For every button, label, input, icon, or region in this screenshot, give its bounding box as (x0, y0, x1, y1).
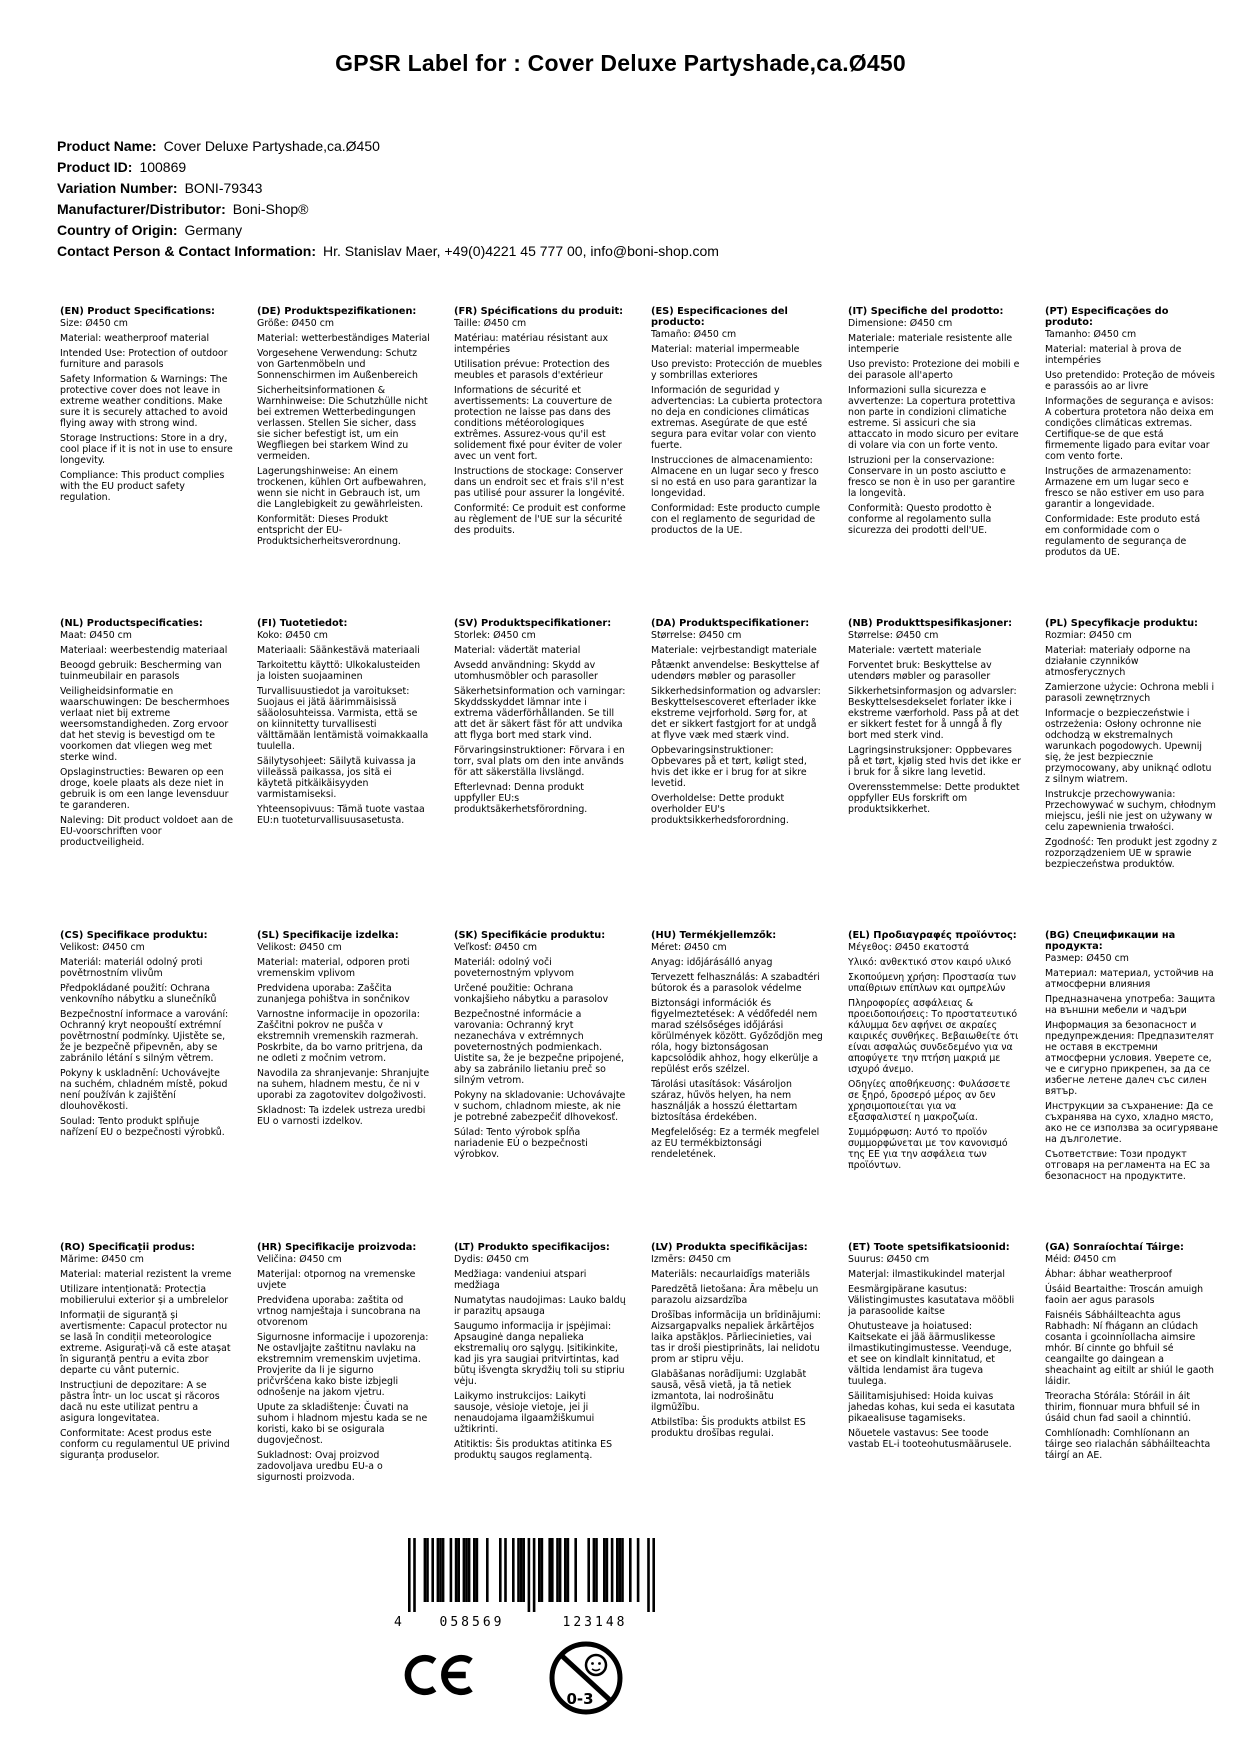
spec-paragraph: Predvidena uporaba: Zaščita zunanjega pohištva in sončnikov (257, 983, 410, 1005)
spec-paragraph: Υλικό: ανθεκτικό στον καιρό υλικό (848, 957, 1012, 968)
lang-block-heading: (HR) Specifikacije proizvoda: (257, 1242, 417, 1253)
lang-block-heading: (FR) Spécifications du produit: (454, 306, 624, 317)
spec-paragraph: Konformität: Dieses Produkt entspricht der EU-Produktsicherheitsverordnung. (257, 514, 401, 547)
spec-paragraph: Veiligheidsinformatie en waarschuwingen: De beschermhoes verlaat niet bij extreme weersomstandigheden. Zorg ervoor dat het stevig is bevestigd om te voorkomen dat vliegen weg met sterke wind. (60, 686, 230, 763)
product-info (57, 136, 719, 262)
spec-paragraph: Materjal: ilmastikukindel materjal (848, 1269, 1005, 1280)
lang-block-heading: (IT) Specifiche del prodotto: (848, 306, 1004, 317)
lang-block-en (60, 306, 233, 618)
spec-paragraph: Materiāls: necaurlaidīgs materiāls (651, 1269, 810, 1280)
spec-paragraph: Size: Ø450 cm (60, 318, 128, 329)
spec-paragraph: Atitiktis: Šis produktas atitinka ES produktų saugos reglamentą. (454, 1439, 613, 1461)
spec-paragraph: Tamanho: Ø450 cm (1045, 329, 1137, 340)
barcode-group2: 123148 (562, 1615, 628, 1630)
product-info-label: Product Name: (57, 138, 157, 154)
lang-block-nb (848, 618, 1021, 930)
product-info-row (57, 136, 719, 157)
spec-paragraph: Storlek: Ø450 cm (454, 630, 536, 641)
spec-paragraph: Soulad: Tento produkt splňuje nařízení EU o bezpečnosti výrobků. (60, 1116, 225, 1138)
product-info-value: Boni-Shop® (232, 201, 309, 217)
spec-paragraph: Предназначена употреба: Защита на външни мебели и чадъри (1045, 994, 1216, 1016)
spec-paragraph: Informazioni sulla sicurezza e avvertenze: La copertura protettiva non parte in condizioni climatiche estreme. Si assicuri che sia attaccato in modo sicuro per evitare di volare via con un forte vento. (848, 385, 1019, 451)
spec-paragraph: Mărime: Ø450 cm (60, 1254, 144, 1265)
product-info-row (57, 157, 719, 178)
spec-paragraph: Vorgesehene Verwendung: Schutz von Gartenmöbeln und Sonnenschirmen im Außenbereich (257, 348, 418, 381)
ean13-barcode (392, 1538, 670, 1634)
spec-paragraph: Safety Information & Warnings: The protective cover does not leave in extreme weather conditions. Make sure it is securely attached to avoid flying away with strong wind. (60, 374, 228, 429)
spec-paragraph: Súlad: Tento výrobok spĺňa nariadenie EÚ o bezpečnosti výrobkov. (454, 1127, 588, 1160)
lang-block-heading: (HU) Termékjellemzők: (651, 930, 777, 941)
spec-paragraph: Utilisation prévue: Protection des meubles et parasols d'extérieur (454, 359, 610, 381)
spec-paragraph: Conformité: Ce produit est conforme au règlement de l'UE sur la sécurité des produits. (454, 503, 626, 536)
spec-paragraph: Storage Instructions: Store in a dry, cool place if it is not in use to ensure longevity. (60, 433, 233, 466)
spec-paragraph: Paredzētā lietošana: Āra mēbeļu un parazolu aizsardzība (651, 1284, 819, 1306)
lang-block-de (257, 306, 430, 618)
spec-paragraph: Größe: Ø450 cm (257, 318, 335, 329)
product-info-value: Germany (184, 222, 243, 238)
spec-paragraph: Taille: Ø450 cm (454, 318, 527, 329)
spec-paragraph: Medžiaga: vandeniui atspari medžiaga (454, 1269, 587, 1291)
spec-paragraph: Lagringsinstruksjoner: Oppbevares på et tørt, kjølig sted hvis det ikke er i bruk for å sikre lang levetid. (848, 745, 1021, 778)
age-warning-label: 0-3 (566, 1690, 594, 1708)
spec-paragraph: Materiale: vejrbestandigt materiale (651, 645, 817, 656)
spec-paragraph: Určené použitie: Ochrana vonkajšieho nábytku a parasolov (454, 983, 609, 1005)
spec-paragraph: Faisnéis Sábháilteachta agus Rabhadh: Ní fhágann an clúdach cosanta i gcoinníollacha aimsire mhór. Bí cinnte go bhfuil sé ceangailte go daingean a sheachaint ag eitilt ar shiúl le gaoth láidir. (1045, 1310, 1214, 1387)
spec-paragraph: Rozmiar: Ø450 cm (1045, 630, 1132, 641)
spec-paragraph: Nõuetele vastavus: See toode vastab EL-i tooteohutusmäärusele. (848, 1428, 1012, 1450)
barcode-group1: 058569 (439, 1615, 505, 1630)
lang-block-hu (651, 930, 824, 1242)
spec-paragraph: Conformidad: Este producto cumple con el reglamento de seguridad de productos de la UE. (651, 503, 821, 536)
spec-paragraph: Anyag: időjárásálló anyag (651, 957, 773, 968)
spec-paragraph: Sukladnost: Ovaj proizvod zadovoljava uredbu EU-a o sigurnosti proizvoda. (257, 1450, 383, 1483)
spec-paragraph: Materiaal: weerbestendig materiaal (60, 645, 228, 656)
spec-paragraph: Informações de segurança e avisos: A cobertura protetora não deixa em condições climáticas extremas. Certifique-se de que está firmemente ligado para evitar voar com vento forte. (1045, 396, 1214, 462)
spec-paragraph: Předpokládané použití: Ochrana venkovního nábytku a slunečníků (60, 983, 217, 1005)
spec-paragraph: Material: weatherproof material (60, 333, 210, 344)
spec-paragraph: Sikkerhedsinformation og advarsler: Beskyttelsescoveret efterlader ikke ekstreme vejrforhold. Sørg for, at det er sikkert fastgjort for at undgå at flyve væk med stærk vind. (651, 686, 821, 741)
baby-face-icon (586, 1655, 606, 1675)
spec-paragraph: Instrucțiuni de depozitare: A se păstra într- un loc uscat și răcoros dacă nu este utilizat pentru a asigura longevitatea. (60, 1380, 220, 1424)
spec-paragraph: Ábhar: ábhar weatherproof (1045, 1269, 1172, 1280)
lang-block-cs (60, 930, 233, 1242)
ean13-bars (408, 1538, 655, 1612)
spec-paragraph: Material: material à prova de intempéries (1045, 344, 1182, 366)
spec-paragraph: Información de seguridad y advertencias: La cubierta protectora no deja en condiciones climáticas extremas. Asegúrate de que esté segura para evitar volar con viento fuerte. (651, 385, 823, 451)
spec-paragraph: Materiał: materiały odporne na działanie czynników atmosferycznych (1045, 645, 1191, 678)
product-info-label: Product ID: (57, 159, 133, 175)
spec-paragraph: Numatytas naudojimas: Lauko baldų ir parazitų apsauga (454, 1295, 626, 1317)
page-title: GPSR Label for : Cover Deluxe Partyshade,ca.Ø450 (335, 50, 906, 76)
barcode-lead-digit: 4 (394, 1615, 402, 1630)
spec-paragraph: Zamierzone użycie: Ochrona mebli i parasoli zewnętrznych (1045, 682, 1215, 704)
spec-paragraph: Glabāšanas norādījumi: Uzglabāt sausā, vēsā vietā, ja tā netiek izmantota, lai nodrošinātu ilgmūžību. (651, 1369, 807, 1413)
lang-block-hr (257, 1242, 430, 1554)
spec-paragraph: Efterlevnad: Denna produkt uppfyller EU:s produktsäkerhetsförordning. (454, 782, 588, 815)
spec-paragraph: Zgodność: Ten produkt jest zgodny z rozporządzeniem UE w sprawie bezpieczeństwa produktów. (1045, 837, 1217, 870)
spec-paragraph: Uso pretendido: Proteção de móveis e parassóis ao ar livre (1045, 370, 1215, 392)
lang-block-heading: (GA) Sonraíochtaí Táirge: (1045, 1242, 1184, 1253)
lang-block-bg (1045, 930, 1218, 1242)
lang-block-da (651, 618, 824, 930)
spec-paragraph: Forventet bruk: Beskyttelse av utendørs møbler og parasoller (848, 660, 992, 682)
spec-paragraph: Säkerhetsinformation och varningar: Skyddsskyddet lämnar inte i extrema väderförhållanden. Se till att det är säkert fäst för att undvika att flyga bort med stark vind. (454, 686, 626, 741)
spec-paragraph: Skladnost: Ta izdelek ustreza uredbi EU o varnosti izdelkov. (257, 1105, 426, 1127)
spec-paragraph: Størrelse: Ø450 cm (651, 630, 742, 641)
lang-block-lv (651, 1242, 824, 1554)
lang-block-heading: (NB) Produkttspesifikasjoner: (848, 618, 1012, 629)
spec-paragraph: Tamaño: Ø450 cm (651, 329, 737, 340)
spec-paragraph: Saugumo informacija ir įspėjimai: Apsauginė danga nepalieka ekstremalių oro sąlygų. Įsitikinkite, kad jis yra saugiai pritvirtintas, kad būtų išvengta skrydžių toli su stipriu vėju. (454, 1321, 625, 1387)
spec-paragraph: Bezpečnostní informace a varování: Ochranný kryt neopouští extrémní povětrnostní podmínky. Ujistěte se, že je bezpečně připevněn, aby se zabránilo létání s silným větrem. (60, 1009, 229, 1064)
spec-paragraph: Upute za skladištenje: Čuvati na suhom i hladnom mjestu kada se ne koristi, kako bi se osigurala dugovječnost. (257, 1402, 428, 1446)
product-info-row (57, 199, 719, 220)
spec-paragraph: Matériau: matériau résistant aux intempéries (454, 333, 609, 355)
spec-paragraph: Материал: материал, устойчив на атмосферни влияния (1045, 968, 1214, 990)
spec-paragraph: Ohutusteave ja hoiatused: Kaitsekate ei jää äärmuslikesse ilmastikutingimustesse. Veenduge, et see on kindlalt kinnitatud, et vältida lendamist ära tugeva tuulega. (848, 1321, 1012, 1387)
spec-paragraph: Säilitamisjuhised: Hoida kuivas jahedas kohas, kui seda ei kasutata pikaealisuse tagamiseks. (848, 1391, 1016, 1424)
spec-paragraph: Atbilstība: Šis produkts atbilst ES produktu drošības regulai. (651, 1417, 806, 1439)
spec-paragraph: Съответствие: Този продукт отговаря на регламента на ЕС за безопасност на продуктите. (1045, 1149, 1211, 1182)
spec-paragraph: Úsáid Beartaithe: Troscán amuigh faoin aer agus parasols (1045, 1284, 1204, 1306)
spec-paragraph: Pokyny k uskladnění: Uchovávejte na suchém, chladném místě, pokud není používán k zajištění dlouhověkosti. (60, 1068, 228, 1112)
spec-paragraph: Izmērs: Ø450 cm (651, 1254, 732, 1265)
spec-paragraph: Размер: Ø450 cm (1045, 953, 1129, 964)
spec-paragraph: Velikost: Ø450 cm (60, 942, 145, 953)
spec-paragraph: Materijal: otpornog na vremenske uvjete (257, 1269, 416, 1291)
language-grid (60, 306, 1218, 1554)
lang-block-nl (60, 618, 233, 930)
spec-paragraph: Størrelse: Ø450 cm (848, 630, 939, 641)
lang-block-heading: (CS) Specifikace produktu: (60, 930, 208, 941)
spec-paragraph: Predviđena uporaba: zaštita od vrtnog namještaja i suncobrana na otvorenom (257, 1295, 421, 1328)
spec-paragraph: Overensstemmelse: Dette produktet oppfyller EUs forskrift om produktsikkerhet. (848, 782, 1020, 815)
spec-paragraph: Material: vädertät material (454, 645, 581, 656)
spec-paragraph: Conformitate: Acest produs este conform cu regulamentul UE privind siguranța produselor. (60, 1428, 230, 1461)
spec-paragraph: Material: material, odporen proti vremenskim vplivom (257, 957, 410, 979)
spec-paragraph: Avsedd användning: Skydd av utomhusmöbler och parasoller (454, 660, 598, 682)
spec-paragraph: Påtænkt anvendelse: Beskyttelse af udendørs møbler og parasoller (651, 660, 820, 682)
spec-paragraph: Megfelelőség: Ez a termék megfelel az EU termékbiztonsági rendeletének. (651, 1127, 820, 1160)
spec-paragraph: Dydis: Ø450 cm (454, 1254, 529, 1265)
spec-paragraph: Sigurnosne informacije i upozorenja: Ne ostavljajte zaštitnu navlaku na ekstremnim vremenskim uvjetima. Provjerite da li je sigurno pričvršćena kako biste izbjegli odnošenje na jakom vjetru. (257, 1332, 429, 1398)
spec-paragraph: Koko: Ø450 cm (257, 630, 328, 641)
ce-mark-icon (404, 1652, 482, 1702)
spec-paragraph: Materiaali: Säänkestävä materiaali (257, 645, 420, 656)
spec-paragraph: Beoogd gebruik: Bescherming van tuinmeubilair en parasols (60, 660, 222, 682)
spec-paragraph: Materiale: materiale resistente alle intemperie (848, 333, 1013, 355)
lang-block-heading: (SL) Specifikacije izdelka: (257, 930, 399, 941)
lang-block-sk (454, 930, 627, 1242)
lang-block-heading: (PL) Specyfikacje produktu: (1045, 618, 1198, 629)
spec-paragraph: Turvallisuustiedot ja varoitukset: Suojaus ei jätä äärimmäisissä sääolosuhteissa. Varmista, että se on kiinnitetty turvallisesti välttämään lentämistä voimakkaalla tuulella. (257, 686, 429, 752)
lang-block-heading: (SK) Špecifikácie produktu: (454, 930, 606, 941)
spec-paragraph: Intended Use: Protection of outdoor furniture and parasols (60, 348, 228, 370)
lang-block-heading: (BG) Спецификации на продукта: (1045, 930, 1176, 952)
spec-paragraph: Materiál: odolný voči poveternostným vplyvom (454, 957, 575, 979)
product-info-value: 100869 (139, 159, 187, 175)
spec-paragraph: Material: material impermeable (651, 344, 800, 355)
spec-paragraph: Varnostne informacije in opozorila: Zaščitni pokrov ne pušča v ekstremnih vremenskih razmerah. Poskrbite, da bo varno pritrjena, da ne odleti z močnim vetrom. (257, 1009, 423, 1064)
spec-paragraph: Instructions de stockage: Conserver dans un endroit sec et frais s'il n'est pas utilisé pour assurer la longévité. (454, 466, 625, 499)
spec-paragraph: Opslaginstructies: Bewaren op een droge, koele plaats als deze niet in gebruik is om een lange levensduur te garanderen. (60, 767, 229, 811)
spec-paragraph: Informacje o bezpieczeństwie i ostrzeżenia: Osłony ochronne nie odchodzą w ekstremalnych warunkach pogodowych. Upewnij się, że jest bezpiecznie przymocowany, aby uniknąć odlotu z silnym wiatrem. (1045, 708, 1212, 785)
age-warning-icon (546, 1638, 626, 1722)
spec-paragraph: Drošības informācija un brīdinājumi: Aizsargapvalks nepaliek ārkārtējos laika apstākļos. Pārliecinieties, vai tas ir droši piestiprināts, lai nelidotu prom ar stipru vēju. (651, 1310, 821, 1365)
lang-block-heading: (FI) Tuotetiedot: (257, 618, 348, 629)
spec-paragraph: Yhteensopivuus: Tämä tuote vastaa EU:n tuoteturvallisuusasetusta. (257, 804, 425, 826)
lang-block-et (848, 1242, 1021, 1554)
lang-block-sl (257, 930, 430, 1242)
spec-paragraph: Materiale: værtett materiale (848, 645, 982, 656)
lang-block-sv (454, 618, 627, 930)
product-info-label: Country of Origin: (57, 222, 178, 238)
lang-block-heading: (SV) Produktspecifikationer: (454, 618, 612, 629)
spec-paragraph: Σκοπούμενη χρήση: Προστασία των υπαίθριων επίπλων και ομπρελών (848, 972, 1017, 994)
spec-paragraph: Istruzioni per la conservazione: Conservare in un posto asciutto e fresco se non è in uso per garantire la longevità. (848, 455, 1016, 499)
spec-paragraph: Bezpečnostné informácie a varovania: Ochranný kryt nezanecháva v extrémnych poveternostných podmienkach. Uistite sa, že je bezpečne pripojené, aby sa zabránilo lietaniu preč so silným vetrom. (454, 1009, 625, 1086)
spec-paragraph: Conformidade: Este produto está em conformidade com o regulamento de segurança de produtos da UE. (1045, 514, 1201, 558)
product-info-row (57, 178, 719, 199)
spec-paragraph: Veľkosť: Ø450 cm (454, 942, 538, 953)
spec-paragraph: Navodila za shranjevanje: Shranjujte na suhem, hladnem mestu, če ni v uporabi za zagotovitev dolgoživosti. (257, 1068, 430, 1101)
spec-paragraph: Biztonsági információk és figyelmeztetések: A védőfedél nem marad szélsőséges időjárási körülmények között. Győződjön meg róla, hogy biztonságosan kapcsolódik ahhoz, hogy elkerülje a repülést erős szélzel. (651, 998, 823, 1075)
spec-paragraph: Οδηγίες αποθήκευσης: Φυλάσσετε σε ξηρό, δροσερό μέρος αν δεν χρησιμοποιείται για να εξασφαλιστεί η μακροζωία. (848, 1079, 1011, 1123)
spec-paragraph: Material: material rezistent la vreme (60, 1269, 232, 1280)
spec-paragraph: Инструкции за съхранение: Да се съхранява на сухо, хладно място, ако не се използва за осигуряване на дълголетие. (1045, 1101, 1218, 1145)
lang-block-ro (60, 1242, 233, 1554)
spec-paragraph: Naleving: Dit product voldoet aan de EU-voorschriften voor productveiligheid. (60, 815, 233, 848)
spec-paragraph: Materiál: materiál odolný proti povětrnostním vlivům (60, 957, 203, 979)
spec-paragraph: Comhlíonadh: Comhlíonann an táirge seo rialachán sábháilteachta táirgí an AE. (1045, 1428, 1211, 1461)
spec-paragraph: Instrukcje przechowywania: Przechowywać w suchym, chłodnym miejscu, jeśli nie jest on używany w celu zapewnienia trwałości. (1045, 789, 1216, 833)
spec-paragraph: Opbevaringsinstruktioner: Opbevares på et tørt, køligt sted, hvis det ikke er i brug for at sikre levetid. (651, 745, 807, 789)
lang-block-fr (454, 306, 627, 618)
product-info-label: Manufacturer/Distributor: (57, 201, 226, 217)
spec-paragraph: Πληροφορίες ασφάλειας & προειδοποιήσεις: Το προστατευτικό κάλυμμα δεν αφήνει σε ακραίες καιρικές συνθήκες. Βεβαιωθείτε ότι είναι ασφαλώς συνδεδεμένο για να αποφύγετε την πτήση μακριά με ισχυρό άνεμο. (848, 998, 1019, 1075)
spec-paragraph: Veličina: Ø450 cm (257, 1254, 342, 1265)
lang-block-heading: (NL) Productspecificaties: (60, 618, 203, 629)
lang-block-heading: (LT) Produkto specifikacijos: (454, 1242, 610, 1253)
spec-paragraph: Treoracha Stórála: Stóráil in áit thirim, fionnuar mura bhfuil sé in úsáid chun fad saoil a chinntiú. (1045, 1391, 1200, 1424)
spec-paragraph: Maat: Ø450 cm (60, 630, 132, 641)
lang-block-heading: (RO) Specificații produs: (60, 1242, 195, 1253)
spec-paragraph: Sikkerhetsinformasjon og advarsler: Beskyttelsesdekselet forlater ikke i ekstreme værforhold. Pass på at det er sikkert festet for å unngå å fly bort med sterk vind. (848, 686, 1019, 741)
lang-block-ga (1045, 1242, 1218, 1554)
spec-paragraph: Laikymo instrukcijos: Laikyti sausoje, vėsioje vietoje, jei ji nenaudojama ilgaamžiškumui užtikrinti. (454, 1391, 595, 1435)
lang-block-heading: (PT) Especificações do produto: (1045, 306, 1169, 328)
product-info-row (57, 220, 719, 241)
spec-paragraph: Uso previsto: Protezione dei mobili e dei parasole all'aperto (848, 359, 1020, 381)
spec-paragraph: Overholdelse: Dette produkt overholder EU's produktsikkerhedsforordning. (651, 793, 789, 826)
spec-paragraph: Tarkoitettu käyttö: Ulkokalusteiden ja loisten suojaaminen (257, 660, 421, 682)
spec-paragraph: Μέγεθος: Ø450 εκατοστά (848, 942, 970, 953)
product-info-value: Cover Deluxe Partyshade,ca.Ø450 (163, 138, 380, 154)
lang-block-heading: (EL) Προδιαγραφές προϊόντος: (848, 930, 1017, 941)
spec-paragraph: Instrucciones de almacenamiento: Almacene en un lugar seco y fresco si no está en uso para garantizar la longevidad. (651, 455, 819, 499)
product-info-row (57, 241, 719, 262)
spec-paragraph: Material: wetterbeständiges Material (257, 333, 430, 344)
lang-block-pl (1045, 618, 1218, 930)
spec-paragraph: Tervezett felhasználás: A szabadtéri bútorok és a parasolok védelme (651, 972, 820, 994)
lang-block-pt (1045, 306, 1218, 618)
spec-paragraph: Velikost: Ø450 cm (257, 942, 342, 953)
spec-paragraph: Uso previsto: Protección de muebles y sombrillas exteriores (651, 359, 823, 381)
lang-block-el (848, 930, 1021, 1242)
spec-paragraph: Säilytysohjeet: Säilytä kuivassa ja viileässä paikassa, jos sitä ei käytetä pitkäikäisyyden varmistamiseksi. (257, 756, 416, 800)
spec-paragraph: Informații de siguranță și avertismente: Capacul protector nu se lasă în condiții meteorologice extreme. Asigurați-vă că este atașat în siguranță pentru a evita zbor departe cu vânt puternic. (60, 1310, 231, 1376)
lang-block-heading: (ET) Toote spetsifikatsioonid: (848, 1242, 1010, 1253)
spec-paragraph: Utilizare intenționată: Protecția mobilierului exterior și a umbrelelor (60, 1284, 229, 1306)
lang-block-heading: (DA) Produktspecifikationer: (651, 618, 810, 629)
spec-paragraph: Instruções de armazenamento: Armazene em um lugar seco e fresco se não estiver em uso para garantir a longevidade. (1045, 466, 1205, 510)
spec-paragraph: Lagerungshinweise: An einem trockenen, kühlen Ort aufbewahren, wenn sie nicht in Gebrauch ist, um die Langlebigkeit zu gewährleisten. (257, 466, 427, 510)
spec-paragraph: Informations de sécurité et avertissements: La couverture de protection ne laisse pas dans des conditions météorologiques extrêmes. Assurez-vous qu'il est solidement fixé pour éviter de voler avec un vent fort. (454, 385, 622, 462)
product-info-value: BONI-79343 (184, 180, 263, 196)
spec-paragraph: Pokyny na skladovanie: Uchovávajte v suchom, chladnom mieste, ak nie je potrebné zabezpečiť dlhovekosť. (454, 1090, 626, 1123)
spec-paragraph: Информация за безопасност и предупреждения: Предпазителят не оставя в екстремни атмосферни условия. Уверете се, че е сигурно прикрепен, за да се избегне летене далеч със силен вятър. (1045, 1020, 1214, 1097)
product-info-label: Contact Person & Contact Information: (57, 243, 317, 259)
spec-paragraph: Dimensione: Ø450 cm (848, 318, 953, 329)
spec-paragraph: Sicherheitsinformationen & Warnhinweise: Die Schutzhülle nicht bei extremen Wetterbedingungen verlassen. Stellen Sie sicher, dass sie sicher befestigt ist, um ein Wegfliegen bei starkem Wind zu vermeiden. (257, 385, 428, 462)
product-info-value: Hr. Stanislav Maer, +49(0)4221 45 777 00, info@boni-shop.com (323, 243, 719, 259)
lang-block-fi (257, 618, 430, 930)
lang-block-it (848, 306, 1021, 618)
product-info-label: Variation Number: (57, 180, 178, 196)
lang-block-heading: (LV) Produkta specifikācijas: (651, 1242, 808, 1253)
lang-block-heading: (DE) Produktspezifikationen: (257, 306, 417, 317)
lang-block-es (651, 306, 824, 618)
spec-paragraph: Eesmärgipärane kasutus: Välistingimustes kasutatava mööbli ja parasoolide kaitse (848, 1284, 1015, 1317)
spec-paragraph: Méid: Ø450 cm (1045, 1254, 1117, 1265)
spec-paragraph: Συμμόρφωση: Αυτό το προϊόν συμμορφώνεται με τον κανονισμό της ΕΕ για την ασφάλεια των προϊόντων. (848, 1127, 1008, 1171)
spec-paragraph: Tárolási utasítások: Vásároljon száraz, hűvös helyen, ha nem használják a hosszú élettartam biztosítása érdekében. (651, 1079, 798, 1123)
spec-paragraph: Méret: Ø450 cm (651, 942, 727, 953)
spec-paragraph: Suurus: Ø450 cm (848, 1254, 930, 1265)
spec-paragraph: Compliance: This product complies with the EU product safety regulation. (60, 470, 225, 503)
spec-paragraph: Conformità: Questo prodotto è conforme al regolamento sulla sicurezza dei prodotti dell'UE. (848, 503, 992, 536)
lang-block-heading: (EN) Product Specifications: (60, 306, 215, 317)
spec-paragraph: Förvaringsinstruktioner: Förvara i en torr, sval plats om den inte används för att säkerställa livslängd. (454, 745, 625, 778)
lang-block-lt (454, 1242, 627, 1554)
lang-block-heading: (ES) Especificaciones del producto: (651, 306, 788, 328)
